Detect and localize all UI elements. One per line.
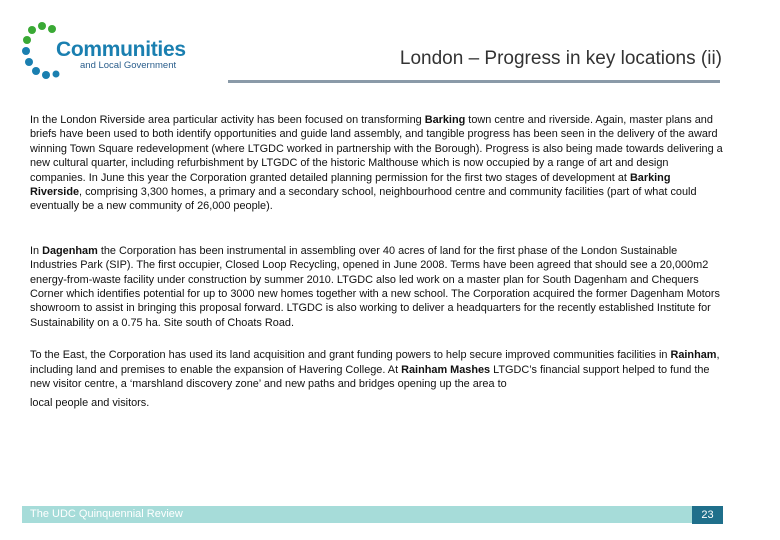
place-barking: Barking: [424, 114, 466, 126]
paragraph-rainham: [30, 348, 725, 410]
place-rainham-mashes: Rainham Mashes: [401, 363, 491, 376]
title-underline: [228, 80, 720, 83]
page-number: 23: [692, 506, 723, 524]
place-rainham: Rainham: [670, 349, 717, 362]
slide-title: London – Progress in key locations (ii): [399, 48, 722, 69]
footer-bar: [22, 506, 692, 523]
communities-logo: [22, 20, 222, 84]
text-run: In: [30, 244, 43, 257]
text-run: LTGDC’s financial support helped to fund the new visitor centre, a ‘marshland discovery zone’ and new paths and bridges opening up the area to: [30, 363, 710, 391]
text-run: , comprising 3,300 homes, a primary and a secondary school, neighbourhood centre and community facilities (part of what could eventually be a new community of 26,000 people).: [30, 186, 697, 213]
body-text: [30, 113, 725, 410]
logo-subtitle: and Local Government: [80, 60, 177, 71]
place-barking-riverside: Barking Riverside: [30, 171, 671, 199]
text-run: local people and visitors.: [30, 396, 150, 409]
paragraph-dagenham: [30, 244, 725, 330]
text-run: the Corporation has been instrumental in assembling over 40 acres of land for the first phase of the London Sustainable Industries Park (SIP). The first occupier, Closed Loop Recycling, opened in June 2008. Terms have been agreed that should see a 20,000m2 energy-from-waste facility under construction by summer 2010. LTGDC also led work on a master plan for South Dagenham and Chequers Corner which identifies potential for up to 3000 new homes together with a new school. The Corporation acquired the former Dagenham Motors showroom to assist in bringing this proposal forward. LTGDC is also working to deliver a headquarters for the recently established Institute for Sustainability on a 0.75 ha. Site south of Choats Road.: [30, 244, 720, 329]
paragraph-london-riverside: [30, 113, 725, 214]
logo-name: Communities: [56, 38, 186, 61]
text-run: In the London Riverside area particular activity has been focused on transforming: [30, 114, 425, 126]
text-run: To the East, the Corporation has used its land acquisition and grant funding powers to help secure improved communities facilities in: [30, 349, 671, 362]
footer-text: The UDC Quinquennial Review: [30, 508, 183, 520]
text-run: , including land and premises to enable the expansion of Havering College. At: [30, 349, 720, 376]
place-dagenham: Dagenham: [42, 244, 98, 257]
text-run: town centre and riverside. Again, master plans and briefs have been used to both identify opportunities and guide land assembly, and tangible progress has been seen in the delivery of the award winning Town Square redevelopment (where LTGDC worked in partnership with the Borough). Progress is also being made towards delivering a new cultural quarter, including refurbishment by LTGDC of the historic Malthouse which is now occupied by a range of art and design companies. In June this year the Corporation granted detailed planning permission for the first two stages of development at: [30, 114, 723, 184]
